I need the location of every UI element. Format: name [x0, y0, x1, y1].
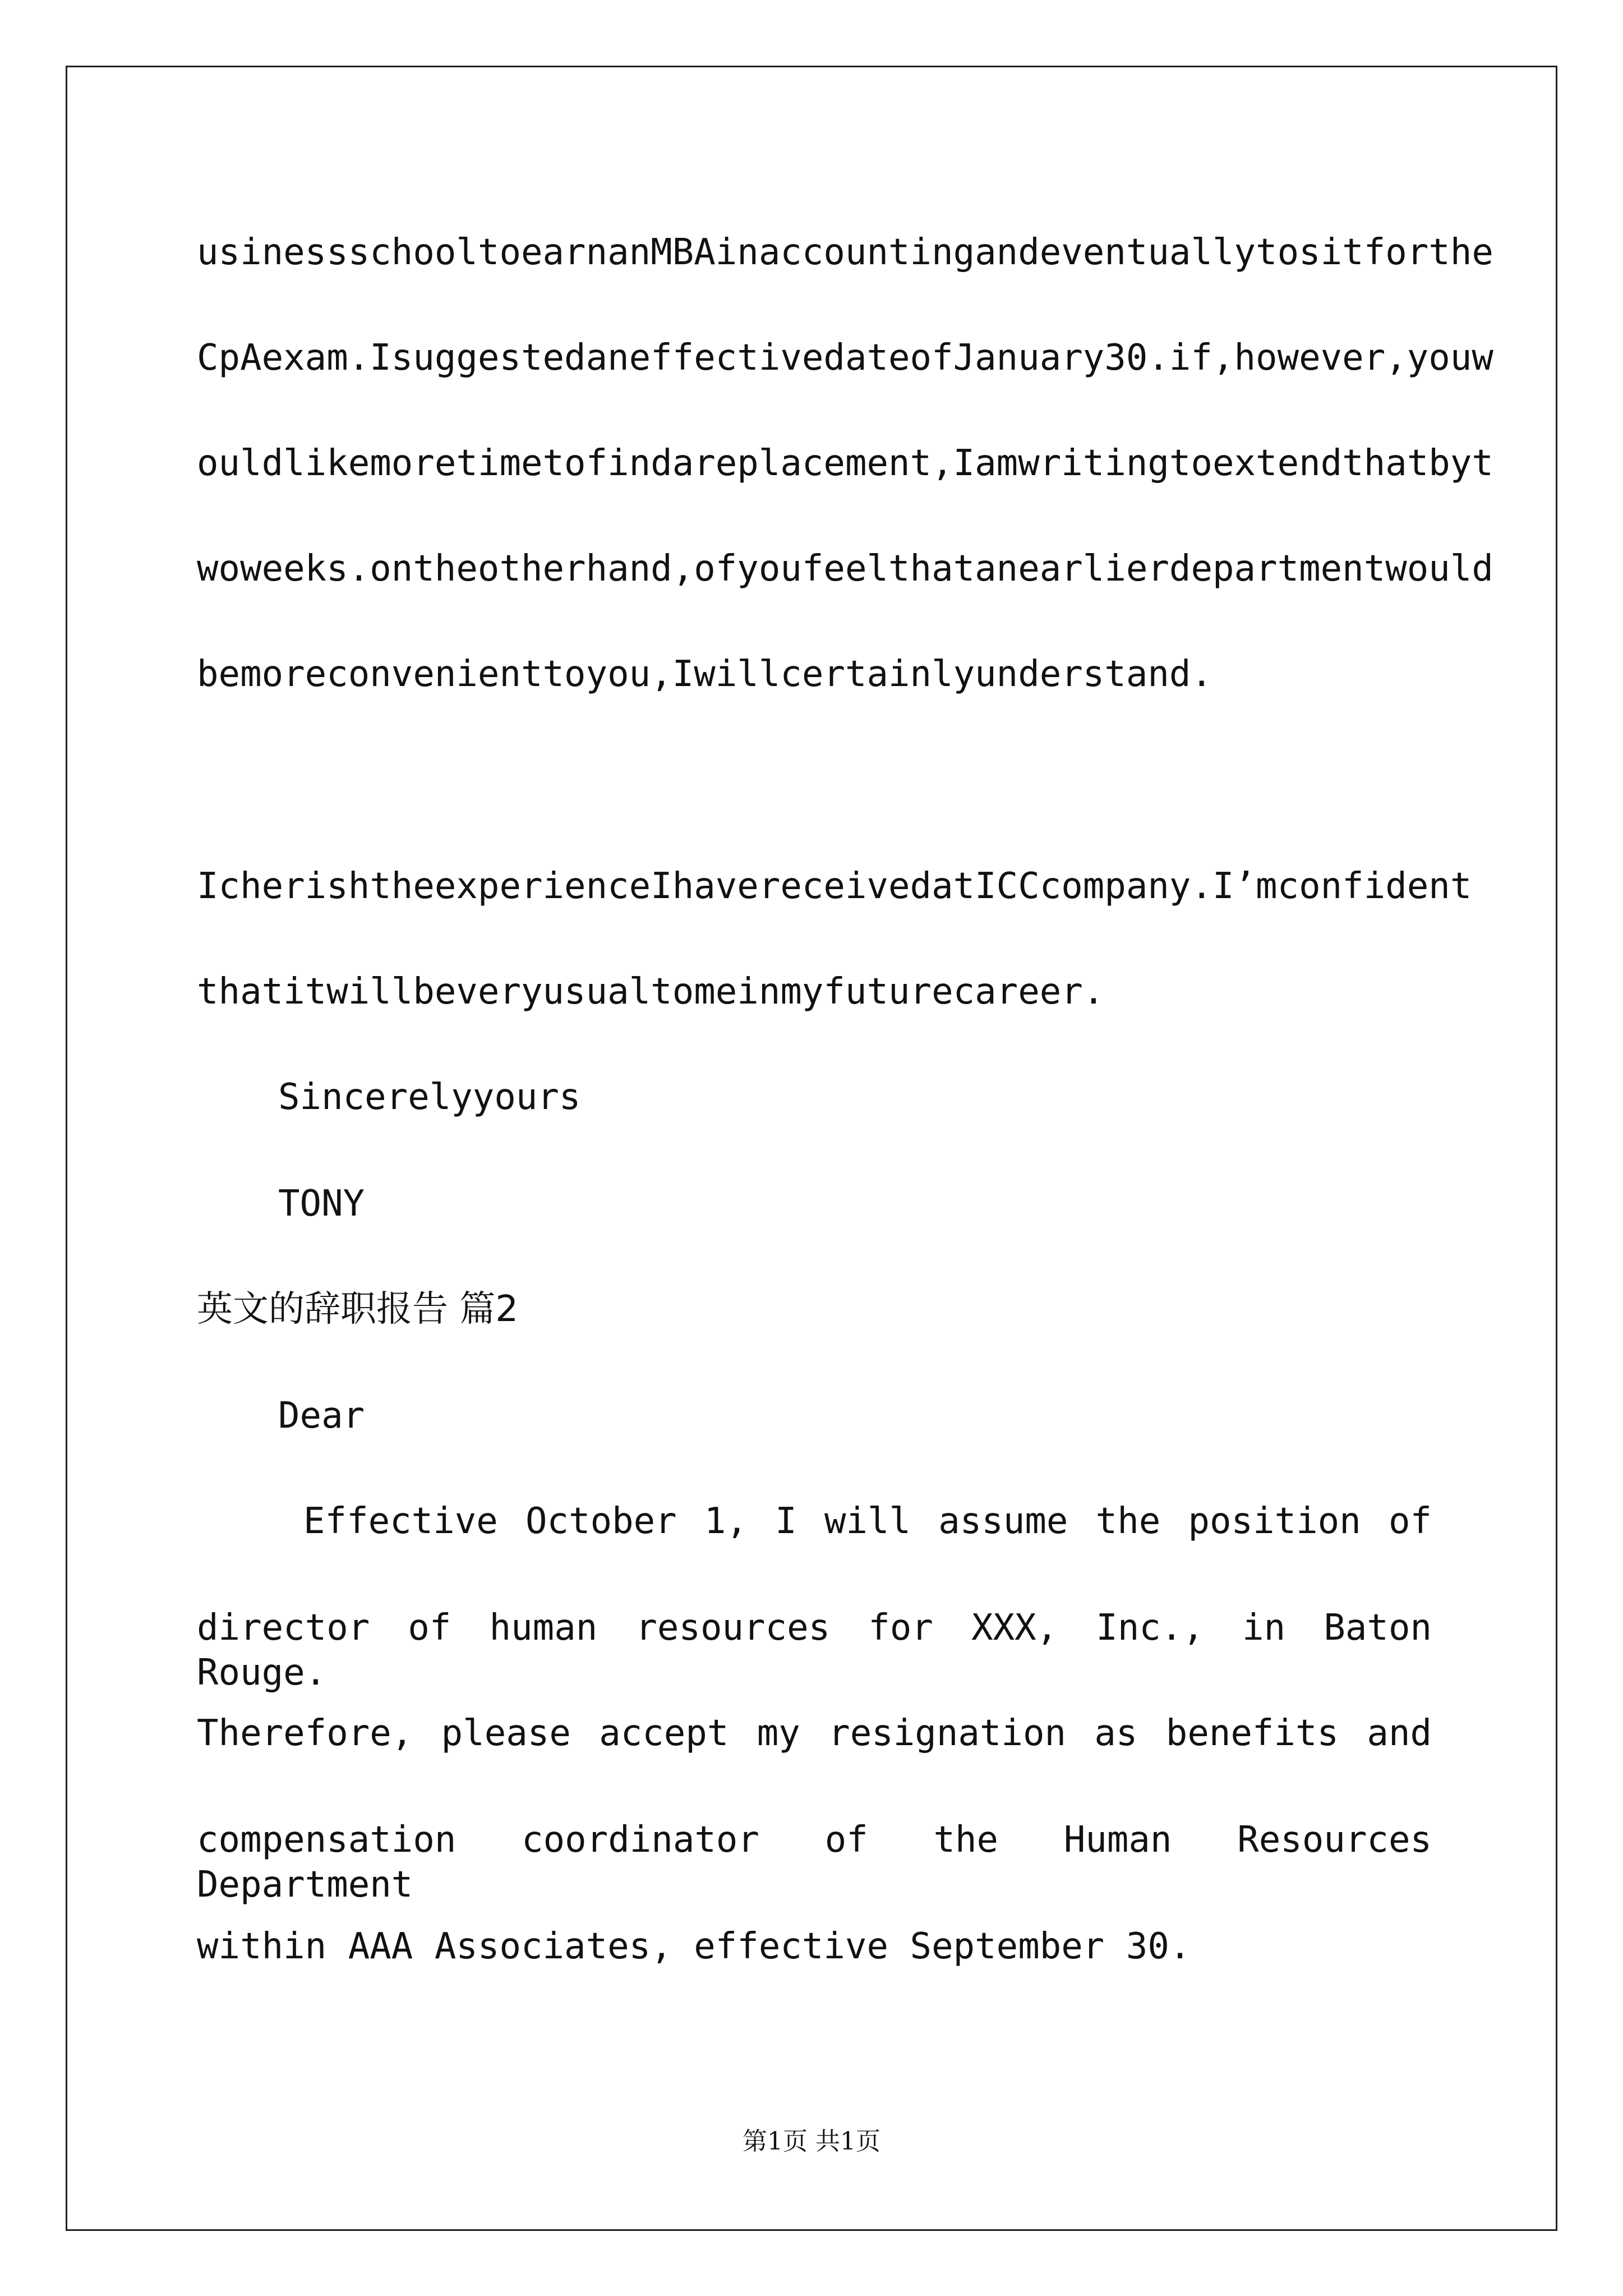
page-footer: 第1页 共1页 — [743, 2127, 880, 2156]
paragraph-3-line-2: director of human resources for XXX, Inc., in Baton Rouge. — [197, 1607, 1432, 1694]
paragraph-1-line-5: bemoreconvenienttoyou,Iwillcertainlyunderstand. — [197, 654, 1212, 695]
paragraph-1-line-4: woweeks.ontheotherhand,ofyoufeelthatanearlierdepartmentwould — [197, 548, 1493, 590]
paragraph-3-line-4: compensation coordinator of the Human Resources Department — [197, 1819, 1432, 1906]
paragraph-3-line-3: Therefore, please accept my resignation as benefits and — [197, 1713, 1432, 1754]
paragraph-1-line-1: usinessschooltoearnanMBAinaccountingandeventuallytositforthe — [197, 232, 1493, 273]
paragraph-2-line-2: thatitwillbeveryusualtomeinmyfuturecareer. — [197, 971, 1105, 1013]
paragraph-1-line-3: ouldlikemoretimetofindareplacement,Iamwritingtoextendthatbyt — [197, 443, 1493, 484]
paragraph-2-line-1: IcherishtheexperienceIhavereceivedatICCcompany.I’mconfident — [197, 866, 1472, 907]
paragraph-1-line-2: CpAexam.IsuggestedaneffectivedateofJanuary30.if,however,youw — [197, 337, 1493, 379]
paragraph-3-line-5: within AAA Associates, effective September 30. — [197, 1926, 1191, 1967]
salutation: Dear — [278, 1395, 365, 1437]
closing: Sincerelyyours — [278, 1076, 581, 1118]
paragraph-3-line-1: Effective October 1, I will assume the position of — [303, 1501, 1432, 1542]
section-heading: 英文的辞职报告 篇2 — [197, 1289, 519, 1330]
signature: TONY — [278, 1183, 365, 1225]
